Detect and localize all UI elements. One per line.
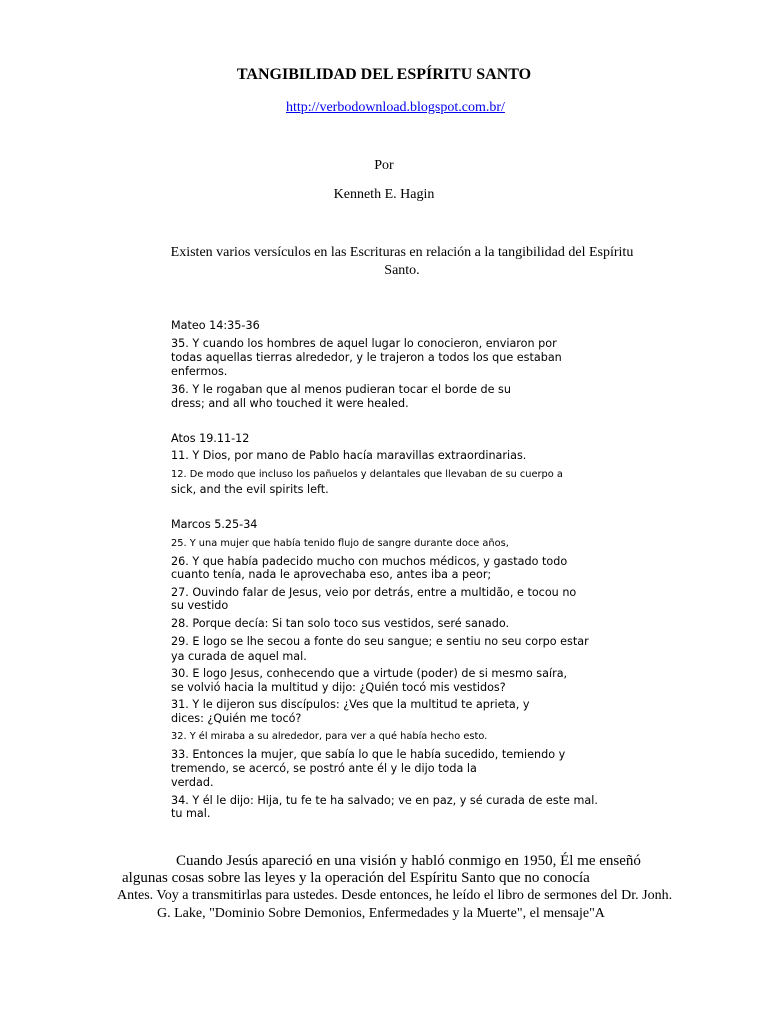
source-link-container	[286, 100, 505, 116]
verse-line: cuanto tenía, nada le aprovechaba eso, antes iba a peor;	[171, 568, 492, 581]
verse-line: dress; and all who touched it were healed.	[171, 397, 409, 410]
verse-line: 30. E logo Jesus, conhecendo que a virtude (poder) de si mesmo saíra,	[171, 667, 568, 680]
document-title: TANGIBILIDAD DEL ESPÍRITU SANTO	[236, 66, 532, 83]
verse-line: tu mal.	[171, 807, 211, 820]
verse-line: ya curada de aquel mal.	[171, 650, 307, 663]
verse-line: tremendo, se acercó, se postró ante él y le dijo toda la	[171, 762, 477, 775]
verse-line: 36. Y le rogaban que al menos pudieran tocar el borde de su	[171, 383, 511, 396]
intro-line: Santo.	[384, 263, 420, 278]
verse-line: 28. Porque decía: Si tan solo toco sus vestidos, seré sanado.	[171, 617, 510, 630]
verse-line: se volvió hacia la multitud y dijo: ¿Quién tocó mis vestidos?	[171, 681, 506, 694]
verse-line: verdad.	[171, 776, 214, 789]
closing-line: Cuando Jesús apareció en una visión y habló conmigo en 1950, Él me enseñó	[176, 853, 641, 869]
verse-line: 32. Y él miraba a su alrededor, para ver a qué había hecho esto.	[171, 731, 488, 742]
verse-line: sick, and the evil spirits left.	[171, 483, 329, 496]
by-label: Por	[374, 158, 394, 173]
verse-line: 34. Y él le dijo: Hija, tu fe te ha salvado; ve en paz, y sé curada de este mal.	[171, 794, 598, 807]
verse-line: 11. Y Dios, por mano de Pablo hacía maravillas extraordinarias.	[171, 449, 527, 462]
section-reference: Atos 19.11-12	[171, 432, 250, 445]
verse-line: su vestido	[171, 599, 229, 612]
source-link[interactable]: http://verbodownload.blogspot.com.br/	[286, 100, 505, 115]
author-name: Kenneth E. Hagin	[333, 187, 435, 202]
section-reference: Marcos 5.25-34	[171, 518, 258, 531]
verse-line: todas aquellas tierras alrededor, y le trajeron a todos los que estaban	[171, 351, 562, 364]
verse-line: 33. Entonces la mujer, que sabía lo que le había sucedido, temiendo y	[171, 748, 566, 761]
verse-line: dices: ¿Quién me tocó?	[171, 712, 302, 725]
section-reference: Mateo 14:35-36	[171, 319, 260, 332]
verse-line: 35. Y cuando los hombres de aquel lugar lo conocieron, enviaron por	[171, 337, 557, 350]
verse-line: 26. Y que había padecido mucho con muchos médicos, y gastado todo	[171, 555, 568, 568]
verse-line: 27. Ouvindo falar de Jesus, veio por detrás, entre a multidão, e tocou no	[171, 586, 577, 599]
verse-line: 12. De modo que incluso los pañuelos y delantales que llevaban de su cuerpo a	[171, 469, 563, 480]
intro-paragraph	[160, 244, 644, 280]
closing-line: Antes. Voy a transmitirlas para ustedes. Desde entonces, he leído el libro de sermones del Dr. Jonh.	[117, 888, 673, 903]
verse-line: 31. Y le dijeron sus discípulos: ¿Ves que la multitud te aprieta, y	[171, 698, 530, 711]
verse-line: 25. Y una mujer que había tenido flujo de sangre durante doce años,	[171, 538, 509, 549]
closing-line: algunas cosas sobre las leyes y la operación del Espíritu Santo que no conocía	[122, 870, 590, 886]
verse-line: enfermos.	[171, 365, 228, 378]
verse-line: 29. E logo se lhe secou a fonte do seu sangue; e sentiu no seu corpo estar	[171, 635, 589, 648]
intro-line: Existen varios versículos en las Escrituras en relación a la tangibilidad del Espíritu	[170, 245, 634, 260]
closing-line: G. Lake, "Dominio Sobre Demonios, Enfermedades y la Muerte", el mensaje"A	[157, 906, 605, 921]
